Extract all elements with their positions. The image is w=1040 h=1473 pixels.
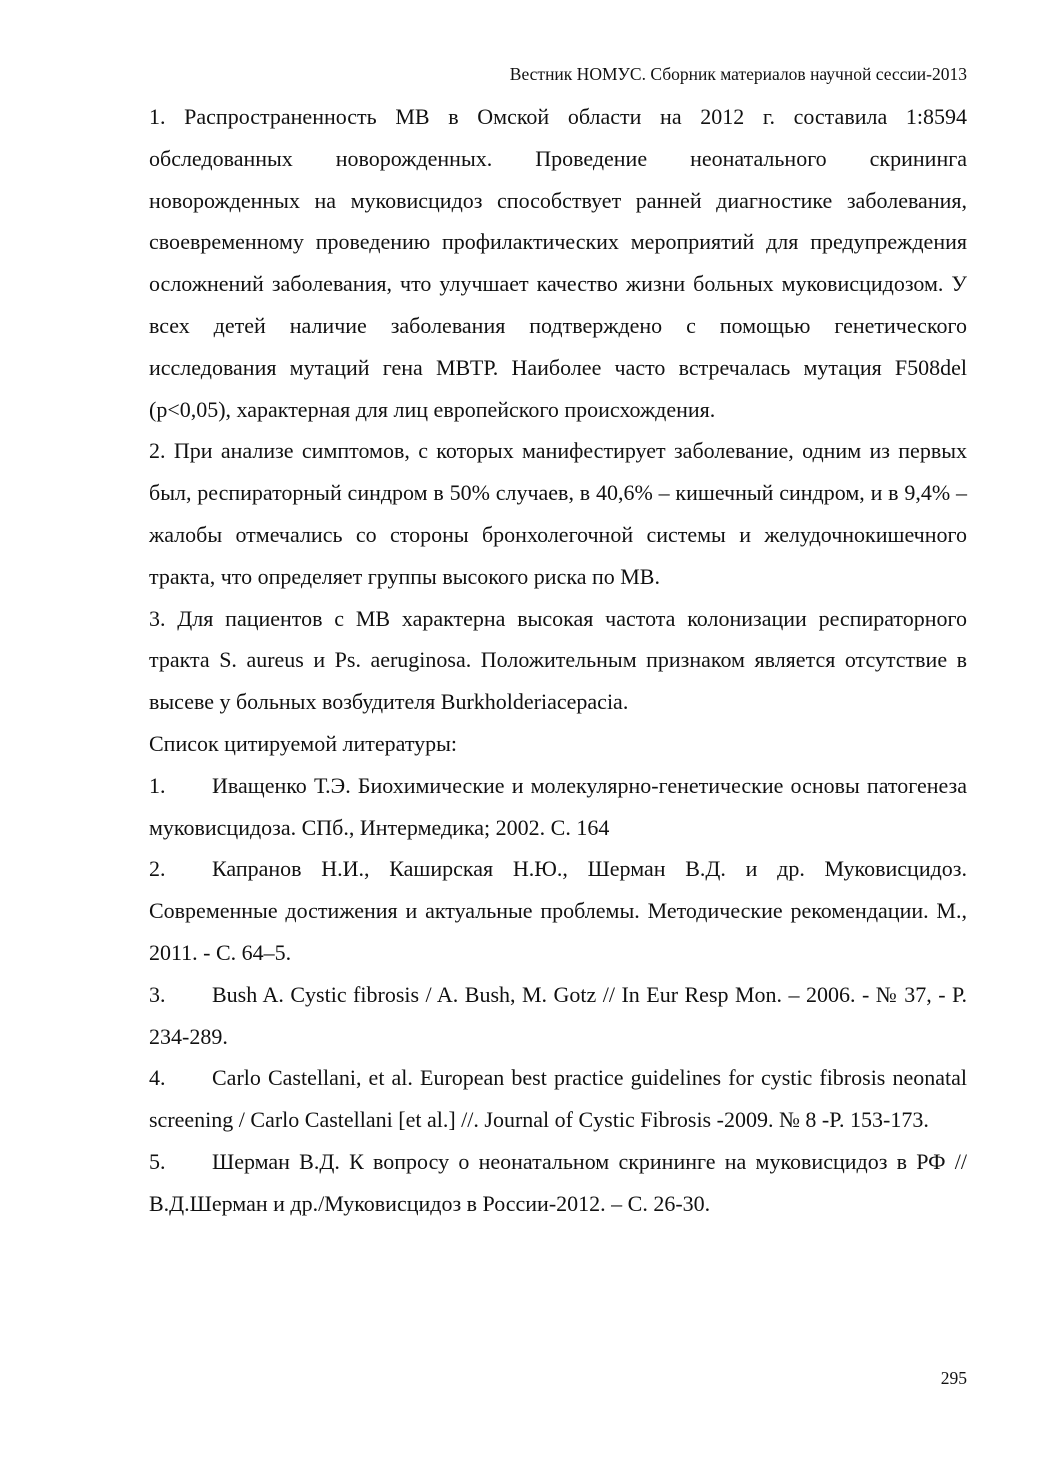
body-text (149, 96, 967, 1225)
reference-number: 5. (149, 1148, 166, 1174)
reference-text: Капранов Н.И., Каширская Н.Ю., Шерман В.Д. и др. Муковисцидоз. Современные достижения и актуальные проблемы. Методические рекомендации. М., 2011. - С. 64–5. (149, 856, 967, 965)
reference-number: 1. (149, 772, 166, 798)
page-number: 295 (940, 1368, 967, 1388)
running-header: Вестник НОМУС. Сборник материалов научной сессии-2013 (509, 64, 967, 84)
reference-text: Иващенко Т.Э. Биохимические и молекулярно-генетические основы патогенеза муковисцидоза. СПб., Интермедика; 2002. С. 164 (149, 772, 967, 840)
reference-number: 3. (149, 981, 166, 1007)
references-title: Список цитируемой литературы: (149, 730, 458, 756)
reference-number: 4. (149, 1065, 166, 1091)
reference-item-2 (149, 848, 967, 973)
reference-text: Шерман В.Д. К вопросу о неонатальном скрининге на муковисцидоз в РФ // В.Д.Шерман и др./Муковисцидоз в России-2012. – С. 26-30. (149, 1148, 967, 1216)
reference-text: Carlo Castellani, et al. European best practice guidelines for cystic fibrosis neonatal screening / Carlo Castellani [et al.] //. Journal of Cystic Fibrosis -2009. № 8 -P. 153-173. (149, 1065, 967, 1133)
conclusion-paragraph-3: 3. Для пациентов с МВ характерна высокая частота колонизации респираторного тракта S. aureus и Ps. aeruginosa. Положительным признаком является отсутствие в высеве у больных возбудителя Burkholderiacepacia. (149, 605, 967, 715)
reference-item-3 (149, 974, 967, 1058)
reference-item-4 (149, 1057, 967, 1141)
reference-item-1 (149, 765, 967, 849)
conclusion-paragraph-2: 2. При анализе симптомов, с которых манифестирует заболевание, одним из первых был, респираторный синдром в 50% случаев, в 40,6% – кишечный синдром, и в 9,4% – жалобы отмечались со стороны бронхолегочной системы и желудочнокишечного тракта, что определяет группы высокого риска по МВ. (149, 438, 967, 589)
conclusion-paragraph-1: 1. Распространенность МВ в Омской области на 2012 г. составила 1:8594 обследованных новорожденных. Проведение неонатального скрининга новорожденных на муковисцидоз способствует ранней диагностике заболевания, своевременному проведению профилактических мероприятий для предупреждения осложнений заболевания, что улучшает качество жизни больных муковисцидозом. У всех детей наличие заболевания подтверждено с помощью генетического исследования мутаций гена МВТР. Наиболее часто встречалась мутация F508del (p<0,05), характерная для лиц европейского происхождения. (149, 104, 967, 422)
reference-item-5 (149, 1141, 967, 1225)
reference-text: Bush A. Cystic fibrosis / A. Bush, M. Gotz // In Eur Resp Mon. – 2006. - № 37, - Р. 234-289. (149, 981, 967, 1049)
reference-number: 2. (149, 856, 166, 882)
